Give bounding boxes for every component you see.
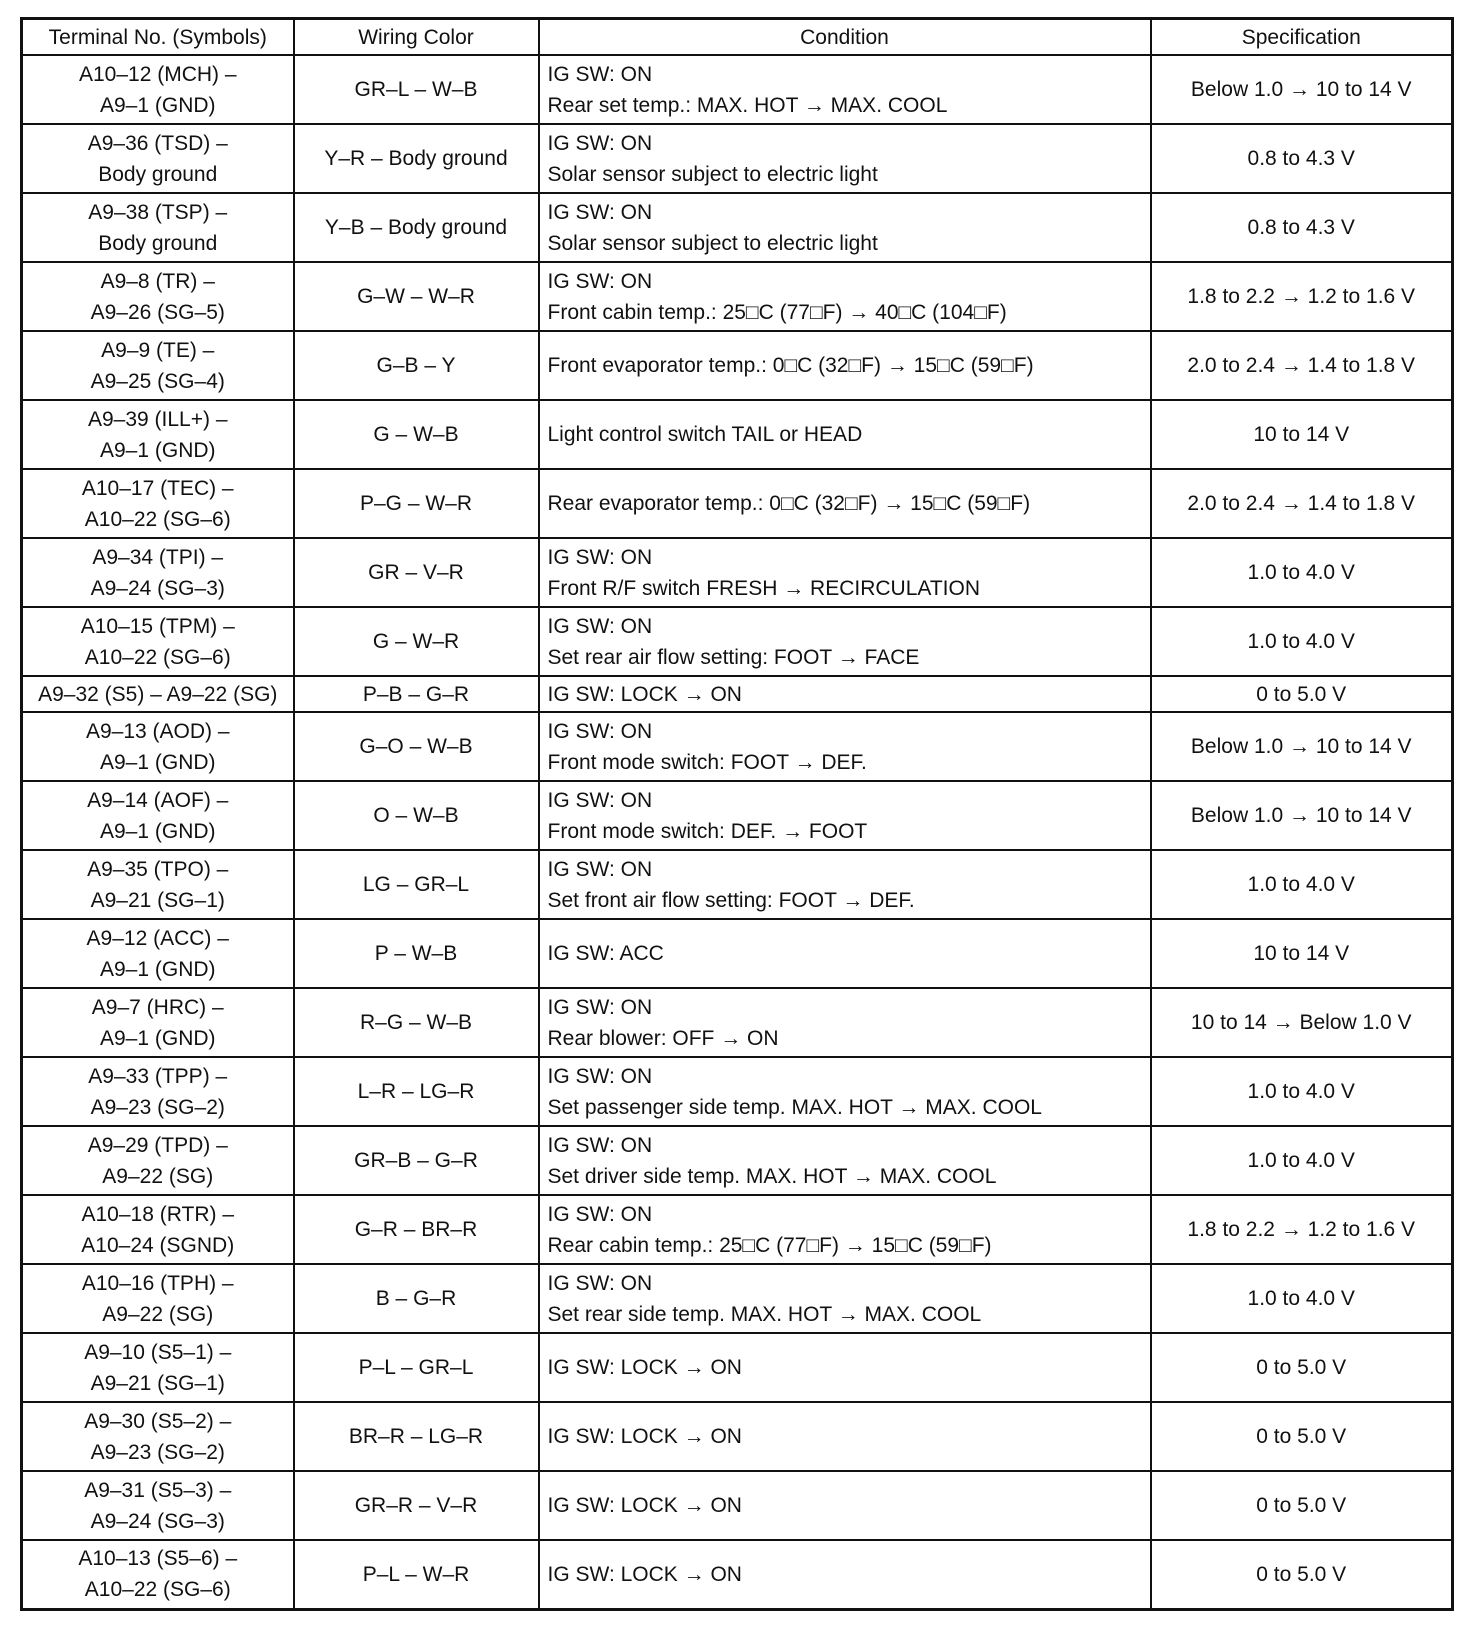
table-row bbox=[22, 676, 1453, 712]
terminal-line: A9–21 (SG–1) bbox=[90, 1371, 225, 1395]
table-row bbox=[22, 55, 1453, 124]
condition-cell bbox=[539, 1264, 1151, 1333]
table-row bbox=[22, 1195, 1453, 1264]
condition-cell bbox=[539, 781, 1151, 850]
condition-cell bbox=[539, 331, 1151, 400]
terminal-line: A9–33 (TPP) – bbox=[88, 1064, 228, 1088]
terminal-cell bbox=[22, 1333, 294, 1402]
terminal-cell bbox=[22, 1540, 294, 1609]
terminal-cell bbox=[22, 124, 294, 193]
terminal-line: A9–23 (SG–2) bbox=[90, 1440, 225, 1464]
terminal-line: Body ground bbox=[98, 231, 218, 255]
terminal-line: A10–22 (SG–6) bbox=[84, 1578, 231, 1602]
terminal-cell bbox=[22, 331, 294, 400]
condition-line: Solar sensor subject to electric light bbox=[547, 231, 878, 255]
condition-cell bbox=[539, 262, 1151, 331]
specification-cell: 0.8 to 4.3 V bbox=[1151, 124, 1453, 193]
terminal-line: A9–32 (S5) – A9–22 (SG) bbox=[38, 682, 278, 706]
condition-line: Front mode switch: FOOT → DEF. bbox=[547, 750, 867, 774]
wiring-color-cell: P – W–B bbox=[294, 919, 539, 988]
condition-line: IG SW: ON bbox=[547, 1133, 653, 1157]
terminal-line: A10–17 (TEC) – bbox=[81, 476, 234, 500]
condition-cell bbox=[539, 55, 1151, 124]
condition-cell bbox=[539, 538, 1151, 607]
condition-cell bbox=[539, 712, 1151, 781]
terminal-line: A9–21 (SG–1) bbox=[90, 888, 225, 912]
specification-cell: 2.0 to 2.4 → 1.4 to 1.8 V bbox=[1151, 469, 1453, 538]
terminal-cell bbox=[22, 1195, 294, 1264]
table-row bbox=[22, 538, 1453, 607]
wiring-color-cell: Y–R – Body ground bbox=[294, 124, 539, 193]
condition-line: IG SW: LOCK → ON bbox=[547, 1494, 742, 1517]
condition-line: IG SW: ON bbox=[547, 1064, 653, 1088]
table-row bbox=[22, 712, 1453, 781]
condition-line: Rear cabin temp.: 25□C (77□F) → 15□C (59□F) bbox=[547, 1233, 992, 1257]
terminal-cell bbox=[22, 469, 294, 538]
wiring-color-cell: G–O – W–B bbox=[294, 712, 539, 781]
specification-cell: 1.0 to 4.0 V bbox=[1151, 1264, 1453, 1333]
terminal-line: A9–1 (GND) bbox=[99, 1026, 216, 1050]
terminal-line: A9–26 (SG–5) bbox=[90, 300, 225, 324]
header-terminal: Terminal No. (Symbols) bbox=[22, 19, 294, 56]
specification-cell: Below 1.0 → 10 to 14 V bbox=[1151, 781, 1453, 850]
table-body bbox=[22, 55, 1453, 1609]
condition-line: IG SW: ON bbox=[547, 1202, 653, 1226]
terminal-line: A9–29 (TPD) – bbox=[87, 1133, 228, 1157]
condition-line: Set rear air flow setting: FOOT → FACE bbox=[547, 645, 920, 669]
terminal-line: A9–22 (SG) bbox=[102, 1302, 214, 1326]
terminal-line: A9–34 (TPI) – bbox=[92, 545, 224, 569]
condition-line: Rear set temp.: MAX. HOT → MAX. COOL bbox=[547, 93, 948, 117]
terminal-line: A9–25 (SG–4) bbox=[90, 369, 225, 393]
terminal-line: A10–16 (TPH) – bbox=[81, 1271, 234, 1295]
terminal-cell bbox=[22, 538, 294, 607]
terminal-cell bbox=[22, 400, 294, 469]
terminal-cell bbox=[22, 988, 294, 1057]
condition-cell bbox=[539, 1333, 1151, 1402]
terminal-cell bbox=[22, 55, 294, 124]
condition-line: Rear evaporator temp.: 0□C (32□F) → 15□C (59□F) bbox=[547, 492, 1031, 515]
wiring-color-cell: G – W–R bbox=[294, 607, 539, 676]
terminal-line: A9–22 (SG) bbox=[102, 1164, 214, 1188]
specification-cell: 0 to 5.0 V bbox=[1151, 1540, 1453, 1609]
condition-line: IG SW: ON bbox=[547, 614, 653, 638]
specification-cell: 1.8 to 2.2 → 1.2 to 1.6 V bbox=[1151, 262, 1453, 331]
terminal-cell bbox=[22, 1126, 294, 1195]
terminal-line: A9–31 (S5–3) – bbox=[84, 1478, 232, 1502]
wiring-color-cell: R–G – W–B bbox=[294, 988, 539, 1057]
wiring-color-cell: GR–L – W–B bbox=[294, 55, 539, 124]
wiring-color-cell: P–L – W–R bbox=[294, 1540, 539, 1609]
terminal-line: A9–1 (GND) bbox=[99, 957, 216, 981]
specification-cell: 10 to 14 V bbox=[1151, 919, 1453, 988]
condition-line: IG SW: ON bbox=[547, 131, 653, 155]
table-row bbox=[22, 193, 1453, 262]
terminal-line: A10–22 (SG–6) bbox=[84, 645, 231, 669]
condition-cell bbox=[539, 850, 1151, 919]
wiring-color-cell: G – W–B bbox=[294, 400, 539, 469]
table-row bbox=[22, 850, 1453, 919]
wiring-color-cell: GR–B – G–R bbox=[294, 1126, 539, 1195]
table-row bbox=[22, 781, 1453, 850]
header-condition: Condition bbox=[539, 19, 1151, 56]
specification-cell: 0 to 5.0 V bbox=[1151, 676, 1453, 712]
terminal-line: A9–36 (TSD) – bbox=[87, 131, 228, 155]
header-wiring-color: Wiring Color bbox=[294, 19, 539, 56]
terminal-line: A9–35 (TPO) – bbox=[87, 857, 229, 881]
condition-line: IG SW: ON bbox=[547, 200, 653, 224]
terminal-line: A9–30 (S5–2) – bbox=[84, 1409, 232, 1433]
table-header bbox=[22, 19, 1453, 56]
condition-line: IG SW: ON bbox=[547, 719, 653, 743]
table-row bbox=[22, 919, 1453, 988]
wiring-color-cell: GR–R – V–R bbox=[294, 1471, 539, 1540]
condition-line: IG SW: ACC bbox=[547, 942, 664, 965]
table-row bbox=[22, 1540, 1453, 1609]
terminal-line: A9–24 (SG–3) bbox=[90, 1509, 225, 1533]
condition-cell bbox=[539, 1057, 1151, 1126]
wiring-color-cell: G–B – Y bbox=[294, 331, 539, 400]
terminal-line: A10–22 (SG–6) bbox=[84, 507, 231, 531]
wiring-color-cell: L–R – LG–R bbox=[294, 1057, 539, 1126]
condition-line: IG SW: LOCK → ON bbox=[547, 1425, 742, 1448]
terminal-cell bbox=[22, 1471, 294, 1540]
terminal-cell bbox=[22, 850, 294, 919]
table-row bbox=[22, 262, 1453, 331]
specification-cell: Below 1.0 → 10 to 14 V bbox=[1151, 712, 1453, 781]
wiring-color-cell: GR – V–R bbox=[294, 538, 539, 607]
terminal-cell bbox=[22, 1402, 294, 1471]
terminal-line: A9–9 (TE) – bbox=[101, 338, 215, 362]
terminal-line: A9–8 (TR) – bbox=[100, 269, 215, 293]
table-row bbox=[22, 1333, 1453, 1402]
condition-line: Front mode switch: DEF. → FOOT bbox=[547, 819, 868, 843]
condition-line: Set passenger side temp. MAX. HOT → MAX. COOL bbox=[547, 1095, 1042, 1119]
terminal-line: Body ground bbox=[98, 162, 218, 186]
condition-cell bbox=[539, 1540, 1151, 1609]
table-row bbox=[22, 1402, 1453, 1471]
condition-cell bbox=[539, 124, 1151, 193]
terminal-line: A9–23 (SG–2) bbox=[90, 1095, 225, 1119]
wiring-color-cell: G–R – BR–R bbox=[294, 1195, 539, 1264]
terminal-cell bbox=[22, 193, 294, 262]
wiring-color-cell: O – W–B bbox=[294, 781, 539, 850]
condition-cell bbox=[539, 676, 1151, 712]
header-specification: Specification bbox=[1151, 19, 1453, 56]
terminal-line: A9–14 (AOF) – bbox=[87, 788, 229, 812]
terminal-spec-table bbox=[20, 17, 1454, 1611]
condition-line: IG SW: LOCK → ON bbox=[547, 1562, 742, 1586]
condition-line: IG SW: LOCK → ON bbox=[547, 682, 742, 706]
terminal-line: A9–39 (ILL+) – bbox=[87, 407, 228, 431]
specification-cell: 0 to 5.0 V bbox=[1151, 1333, 1453, 1402]
condition-line: IG SW: ON bbox=[547, 857, 653, 881]
table-row bbox=[22, 400, 1453, 469]
terminal-cell bbox=[22, 1264, 294, 1333]
condition-cell bbox=[539, 193, 1151, 262]
condition-line: IG SW: LOCK → ON bbox=[547, 1356, 742, 1379]
condition-line: IG SW: ON bbox=[547, 1271, 653, 1295]
condition-cell bbox=[539, 400, 1151, 469]
specification-cell: 0 to 5.0 V bbox=[1151, 1471, 1453, 1540]
table-row bbox=[22, 1126, 1453, 1195]
condition-line: Front R/F switch FRESH → RECIRCULATION bbox=[547, 576, 980, 600]
table-row bbox=[22, 1057, 1453, 1126]
specification-cell: 0.8 to 4.3 V bbox=[1151, 193, 1453, 262]
terminal-line: A10–13 (S5–6) – bbox=[78, 1547, 238, 1571]
spec-sheet bbox=[20, 17, 1454, 1611]
condition-line: Rear blower: OFF → ON bbox=[547, 1026, 779, 1050]
specification-cell: Below 1.0 → 10 to 14 V bbox=[1151, 55, 1453, 124]
table-row bbox=[22, 469, 1453, 538]
condition-line: IG SW: ON bbox=[547, 995, 653, 1019]
condition-line: Light control switch TAIL or HEAD bbox=[547, 423, 863, 446]
specification-cell: 10 to 14 V bbox=[1151, 400, 1453, 469]
condition-line: Front evaporator temp.: 0□C (32□F) → 15□C (59□F) bbox=[547, 354, 1034, 377]
terminal-line: A9–24 (SG–3) bbox=[90, 576, 225, 600]
condition-cell bbox=[539, 469, 1151, 538]
condition-line: Set rear side temp. MAX. HOT → MAX. COOL bbox=[547, 1302, 982, 1326]
terminal-cell bbox=[22, 262, 294, 331]
condition-cell bbox=[539, 1195, 1151, 1264]
terminal-cell bbox=[22, 919, 294, 988]
terminal-line: A9–10 (S5–1) – bbox=[84, 1340, 232, 1364]
terminal-line: A9–1 (GND) bbox=[99, 750, 216, 774]
terminal-line: A9–12 (ACC) – bbox=[86, 926, 229, 950]
wiring-color-cell: BR–R – LG–R bbox=[294, 1402, 539, 1471]
specification-cell: 10 to 14 → Below 1.0 V bbox=[1151, 988, 1453, 1057]
wiring-color-cell: P–B – G–R bbox=[294, 676, 539, 712]
table-row bbox=[22, 1264, 1453, 1333]
wiring-color-cell: LG – GR–L bbox=[294, 850, 539, 919]
table-row bbox=[22, 1471, 1453, 1540]
condition-cell bbox=[539, 919, 1151, 988]
condition-cell bbox=[539, 1402, 1151, 1471]
specification-cell: 1.0 to 4.0 V bbox=[1151, 1126, 1453, 1195]
condition-line: Set front air flow setting: FOOT → DEF. bbox=[547, 888, 915, 912]
terminal-line: A10–12 (MCH) – bbox=[78, 62, 237, 86]
header-row bbox=[22, 19, 1453, 56]
condition-line: IG SW: ON bbox=[547, 545, 653, 569]
terminal-line: A9–1 (GND) bbox=[99, 819, 216, 843]
condition-line: IG SW: ON bbox=[547, 269, 653, 293]
terminal-line: A10–18 (RTR) – bbox=[81, 1202, 235, 1226]
condition-line: IG SW: ON bbox=[547, 788, 653, 812]
table-row bbox=[22, 988, 1453, 1057]
specification-cell: 0 to 5.0 V bbox=[1151, 1402, 1453, 1471]
terminal-line: A9–1 (GND) bbox=[99, 438, 216, 462]
terminal-cell bbox=[22, 676, 294, 712]
terminal-cell bbox=[22, 607, 294, 676]
specification-cell: 1.0 to 4.0 V bbox=[1151, 538, 1453, 607]
wiring-color-cell: P–G – W–R bbox=[294, 469, 539, 538]
specification-cell: 2.0 to 2.4 → 1.4 to 1.8 V bbox=[1151, 331, 1453, 400]
condition-line: IG SW: ON bbox=[547, 62, 653, 86]
wiring-color-cell: B – G–R bbox=[294, 1264, 539, 1333]
wiring-color-cell: P–L – GR–L bbox=[294, 1333, 539, 1402]
specification-cell: 1.0 to 4.0 V bbox=[1151, 607, 1453, 676]
condition-cell bbox=[539, 607, 1151, 676]
terminal-line: A10–15 (TPM) – bbox=[80, 614, 235, 638]
terminal-cell bbox=[22, 1057, 294, 1126]
terminal-cell bbox=[22, 712, 294, 781]
terminal-line: A9–7 (HRC) – bbox=[91, 995, 224, 1019]
terminal-line: A9–1 (GND) bbox=[99, 93, 216, 117]
terminal-cell bbox=[22, 781, 294, 850]
condition-cell bbox=[539, 988, 1151, 1057]
specification-cell: 1.0 to 4.0 V bbox=[1151, 850, 1453, 919]
condition-line: Solar sensor subject to electric light bbox=[547, 162, 878, 186]
condition-cell bbox=[539, 1471, 1151, 1540]
wiring-color-cell: Y–B – Body ground bbox=[294, 193, 539, 262]
terminal-line: A9–38 (TSP) – bbox=[88, 200, 228, 224]
specification-cell: 1.8 to 2.2 → 1.2 to 1.6 V bbox=[1151, 1195, 1453, 1264]
condition-line: Set driver side temp. MAX. HOT → MAX. COOL bbox=[547, 1164, 997, 1188]
terminal-line: A9–13 (AOD) – bbox=[85, 719, 230, 743]
wiring-color-cell: G–W – W–R bbox=[294, 262, 539, 331]
table-row bbox=[22, 607, 1453, 676]
condition-line: Front cabin temp.: 25□C (77□F) → 40□C (104□F) bbox=[547, 300, 1007, 324]
terminal-line: A10–24 (SGND) bbox=[81, 1233, 235, 1257]
specification-cell: 1.0 to 4.0 V bbox=[1151, 1057, 1453, 1126]
table-row bbox=[22, 331, 1453, 400]
table-row bbox=[22, 124, 1453, 193]
condition-cell bbox=[539, 1126, 1151, 1195]
